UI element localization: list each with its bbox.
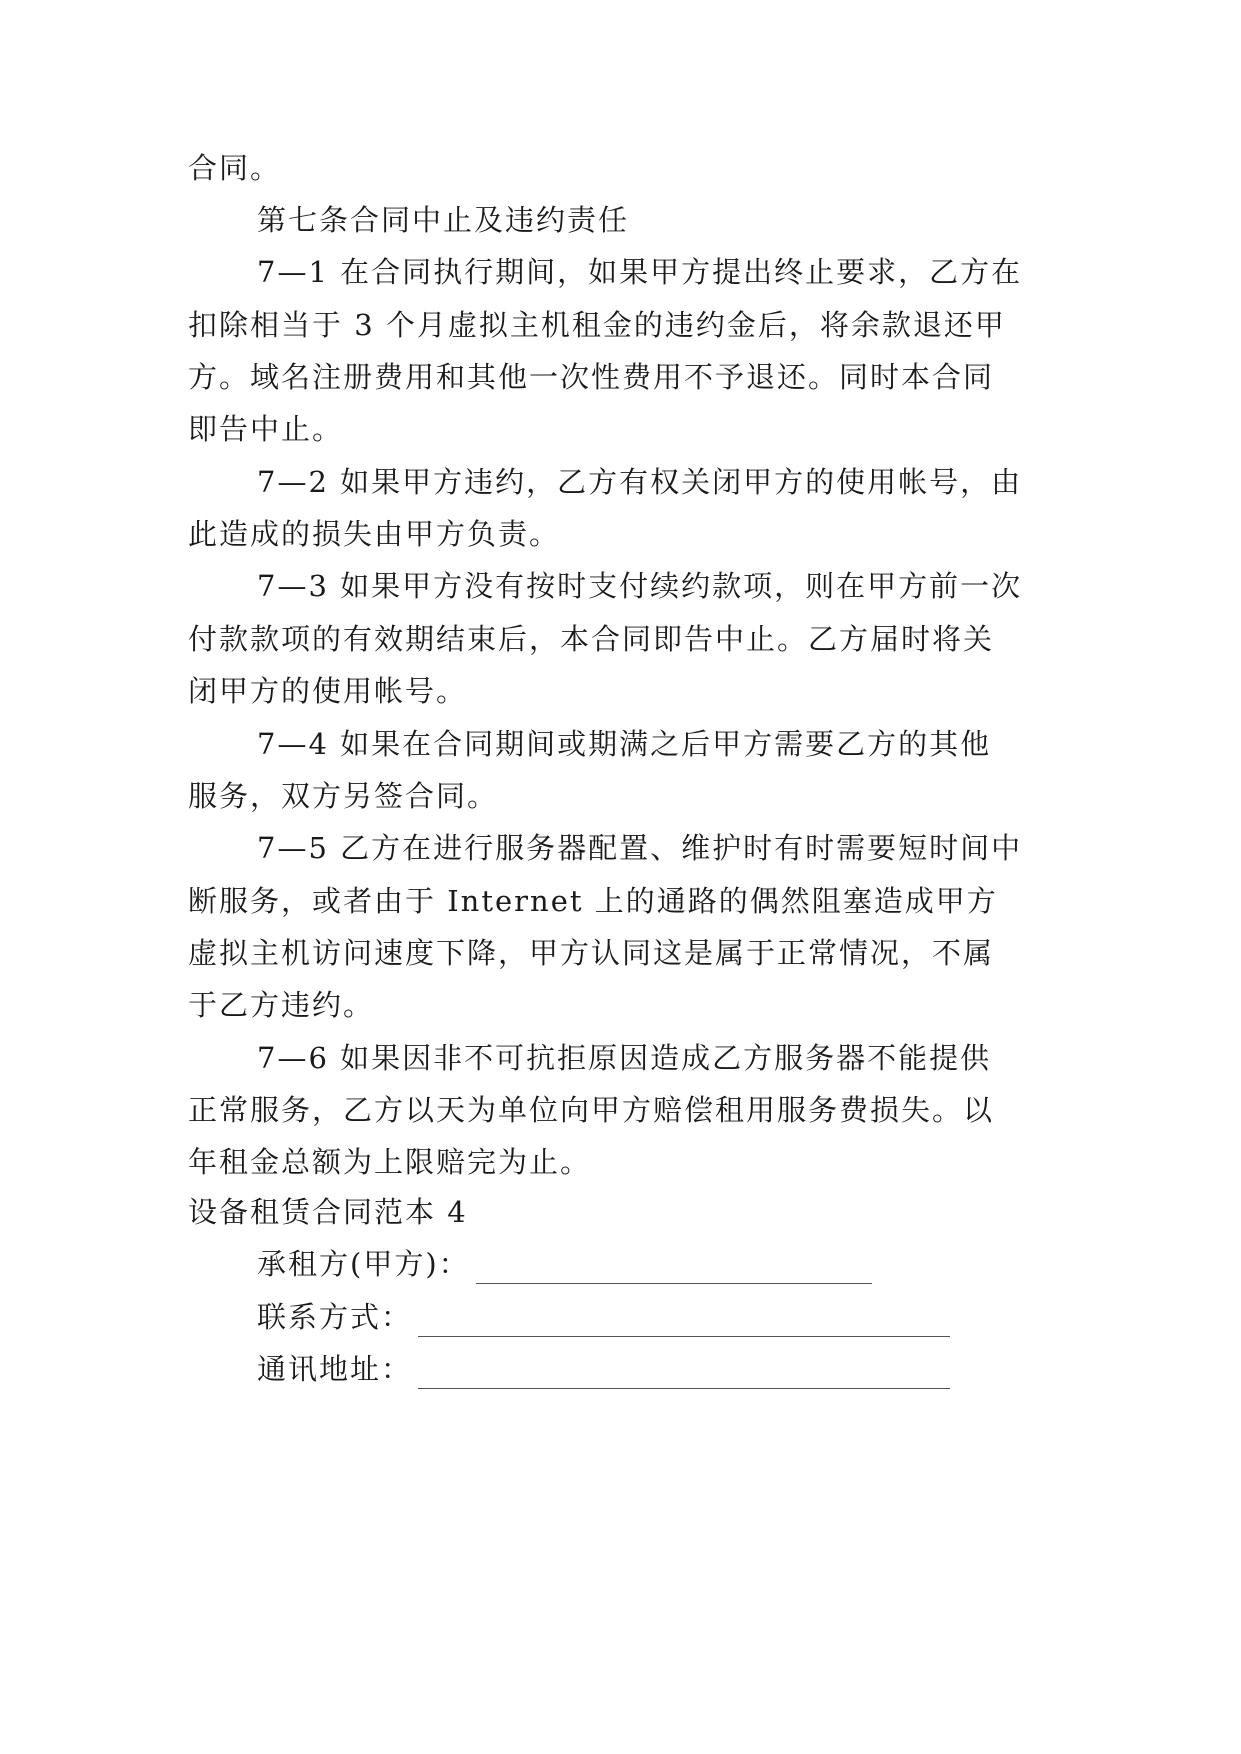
paragraph-line: 虚拟主机访问速度下降，甲方认同这是属于正常情况，不属	[188, 936, 995, 970]
form-field-lessee	[257, 1244, 1117, 1284]
paragraph-line: 合同。	[188, 151, 282, 185]
paragraph-line: 正常服务，乙方以天为单位向甲方赔偿租用服务费损失。以	[188, 1093, 995, 1127]
paragraph-line: 7—1 在合同执行期间，如果甲方提出终止要求，乙方在	[257, 255, 1023, 289]
form-field-label: 承租方(甲方)：	[257, 1247, 470, 1281]
paragraph-line: 7—2 如果甲方违约，乙方有权关闭甲方的使用帐号，由	[257, 465, 1023, 499]
paragraph-line: 7—5 乙方在进行服务器配置、维护时有时需要短时间中	[257, 831, 1023, 865]
form-field-label: 联系方式：	[257, 1300, 413, 1334]
fill-in-blank[interactable]	[418, 1362, 950, 1389]
paragraph-line: 服务，双方另签合同。	[188, 779, 499, 813]
paragraph-line: 7—4 如果在合同期间或期满之后甲方需要乙方的其他	[257, 727, 992, 761]
form-field-contact	[257, 1297, 1117, 1337]
paragraph-line: 闭甲方的使用帐号。	[188, 674, 468, 708]
form-field-label: 通讯地址：	[257, 1352, 413, 1386]
paragraph-line: 扣除相当于 3 个月虚拟主机租金的违约金后，将余款退还甲	[188, 308, 1006, 342]
paragraph-line: 方。域名注册费用和其他一次性费用不予退还。同时本合同	[188, 360, 995, 394]
contract-title: 设备租赁合同范本 4	[188, 1195, 468, 1229]
paragraph-line: 此造成的损失由甲方负责。	[188, 517, 561, 551]
paragraph-line: 年租金总额为上限赔完为止。	[188, 1145, 592, 1179]
fill-in-blank[interactable]	[418, 1310, 950, 1337]
fill-in-blank[interactable]	[476, 1257, 872, 1284]
paragraph-line: 断服务，或者由于 Internet 上的通路的偶然阻塞造成甲方	[188, 884, 998, 918]
paragraph-line: 即告中止。	[188, 412, 344, 446]
paragraph-line: 7—6 如果因非不可抗拒原因造成乙方服务器不能提供	[257, 1041, 992, 1075]
paragraph-line: 于乙方违约。	[188, 988, 375, 1022]
paragraph-line: 付款款项的有效期结束后，本合同即告中止。乙方届时将关	[188, 622, 995, 656]
paragraph-line: 7—3 如果甲方没有按时支付续约款项，则在甲方前一次	[257, 569, 1023, 603]
section-heading: 第七条合同中止及违约责任	[257, 203, 630, 237]
form-field-address	[257, 1349, 1117, 1389]
